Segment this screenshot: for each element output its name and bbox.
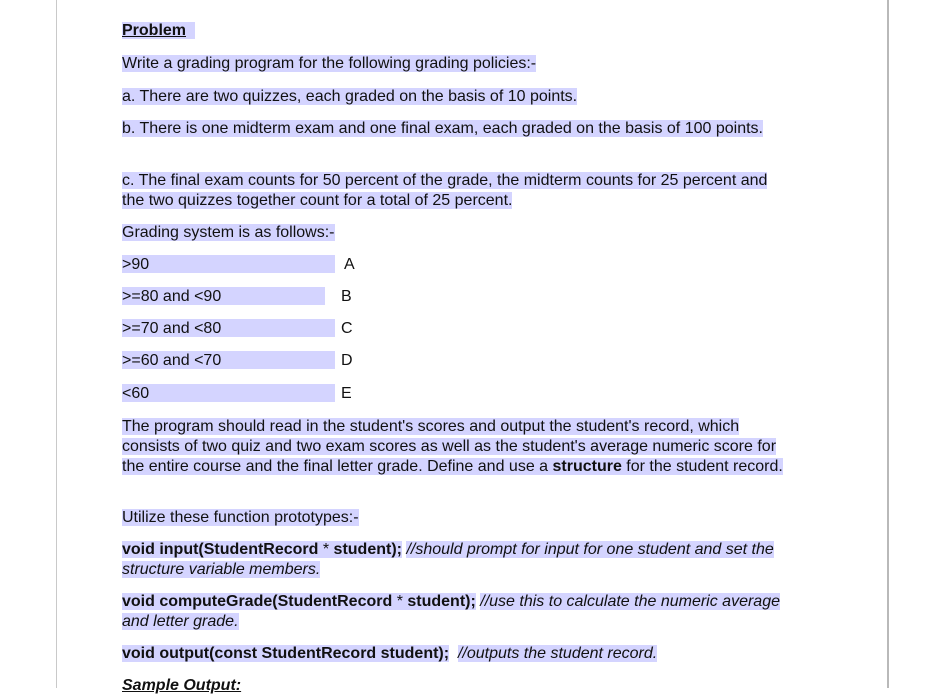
grade-letter: E (341, 385, 352, 402)
grade-range: >=60 and <70 (122, 351, 335, 369)
grade-letter: D (341, 352, 353, 369)
grade-range: <60 (122, 384, 335, 402)
policy-a: a. There are two quizzes, each graded on the basis of 10 points. (122, 88, 578, 105)
problem-heading: Problem (122, 21, 788, 41)
grading-intro: Grading system is as follows:- (122, 224, 335, 241)
page-right-border (887, 0, 889, 688)
grade-letter: A (344, 256, 355, 273)
prototype-input: void input(StudentRecord * student); //should prompt for input for one student and set the structure variable members. (122, 541, 774, 578)
page-left-border (56, 0, 57, 688)
policy-c: c. The final exam counts for 50 percent of the grade, the midterm counts for 25 percent and the two quizzes together count for a total of 25 percent. (122, 172, 768, 209)
sample-output-heading: Sample Output: (122, 677, 242, 694)
intro-paragraph: Write a grading program for the following grading policies:- (122, 55, 537, 72)
grade-range: >90 (122, 255, 335, 273)
prototype-compute-grade: void computeGrade(StudentRecord * student); //use this to calculate the numeric average and letter grade. (122, 593, 780, 630)
policy-b: b. There is one midterm exam and one final exam, each graded on the basis of 100 points. (122, 120, 763, 137)
grade-letter: B (341, 288, 352, 305)
grade-letter: C (341, 320, 353, 337)
grade-range: >=80 and <90 (122, 287, 325, 305)
grade-range: >=70 and <80 (122, 319, 335, 337)
description-paragraph: The program should read in the student's scores and output the student's record, which consists of two quiz and two exam scores as well as the student's average numeric score for the entire course and the final letter grade. Define and use a structure for the student record. (122, 418, 783, 475)
prototypes-intro: Utilize these function prototypes:- (122, 509, 359, 526)
prototype-output: void output(const StudentRecord student); //outputs the student record. (122, 645, 658, 662)
